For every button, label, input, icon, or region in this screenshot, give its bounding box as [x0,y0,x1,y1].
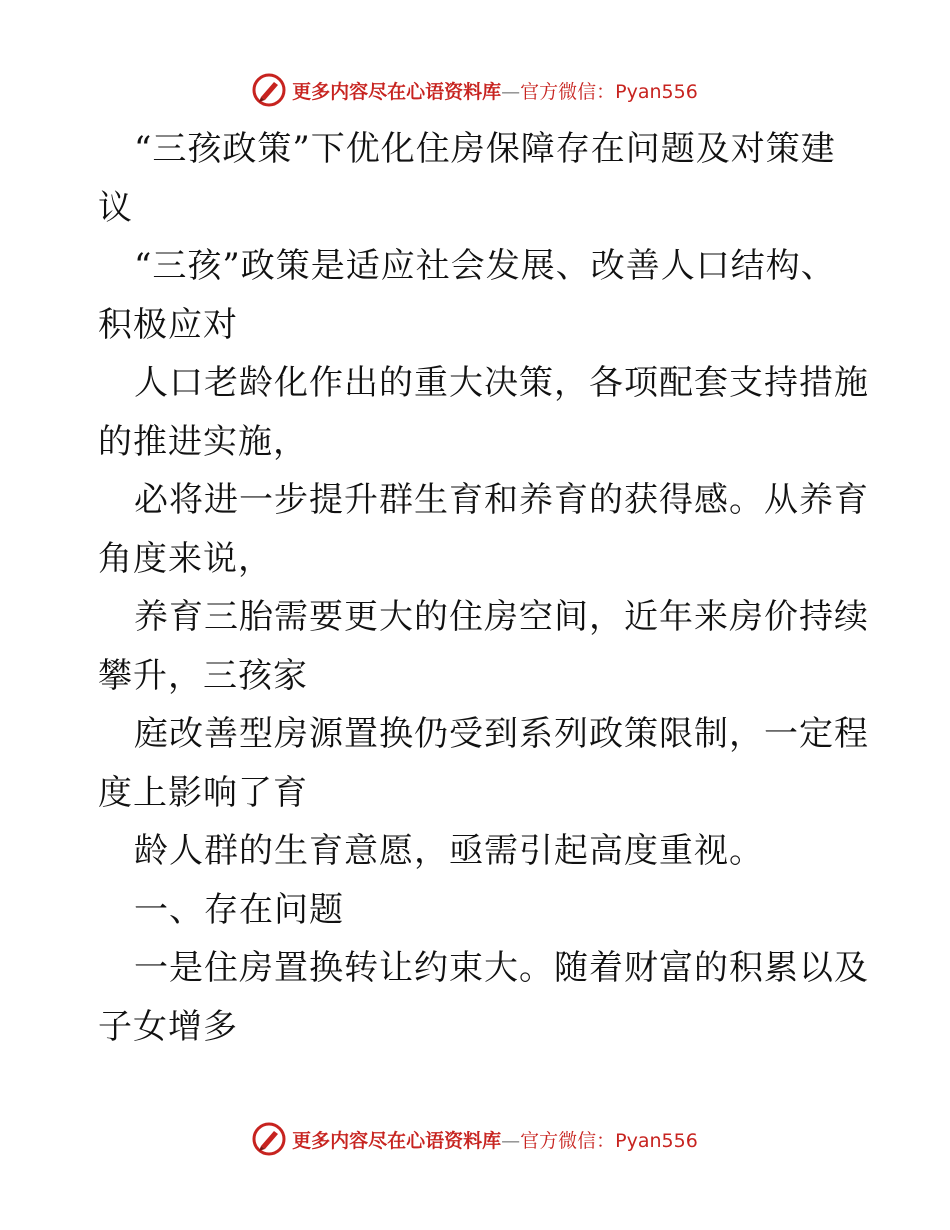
watermark-text [292,1126,698,1153]
text-line: “三孩”政策是适应社会发展、改善人口结构、 [134,246,836,286]
text-line: 养育三胎需要更大的住房空间，近年来房价持续 [134,597,869,637]
document-body [98,120,869,1056]
text-line: 一是住房置换转让约束大。随着财富的积累以及 [134,948,869,988]
watermark-separator: — [501,1129,521,1152]
text-line: “三孩政策”下优化住房保障存在问题及对策建 [134,129,836,169]
text-line: 子女增多 [98,1006,238,1047]
watermark-wechat: 官方微信：Pyan556 [520,1129,698,1152]
text-line: 必将进一步提升群生育和养育的获得感。从养育 [134,480,869,520]
text-line: 积极应对 [98,304,238,345]
watermark-brand: 更多内容尽在心语资料库 [292,1129,502,1152]
footer-watermark [0,1119,950,1159]
header-watermark [0,70,950,110]
pen-logo-icon [252,1122,286,1156]
pen-logo-icon [252,73,286,107]
text-line: 角度来说， [98,538,273,579]
watermark-wechat: 官方微信：Pyan556 [520,80,698,103]
text-line: 的推进实施， [98,421,308,462]
text-line: 人口老龄化作出的重大决策，各项配套支持措施 [134,363,869,403]
text-line: 一、存在问题 [134,889,344,930]
text-line: 庭改善型房源置换仍受到系列政策限制，一定程 [134,714,869,754]
text-line: 议 [98,187,133,228]
watermark-brand: 更多内容尽在心语资料库 [292,80,502,103]
text-line: 度上影响了育 [98,772,308,813]
text-line: 攀升，三孩家 [98,655,308,696]
watermark-text [292,77,698,104]
watermark-separator: — [501,80,521,103]
text-line: 龄人群的生育意愿，亟需引起高度重视。 [134,831,764,871]
